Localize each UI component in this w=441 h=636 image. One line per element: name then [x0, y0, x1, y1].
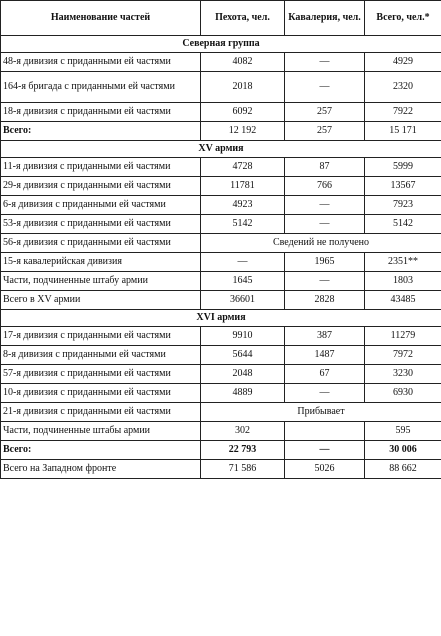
unit-name-cell: Всего:: [1, 441, 201, 460]
table-row: [1, 72, 441, 103]
total-cell: 88 662: [365, 460, 441, 479]
total-cell: 4929: [365, 53, 441, 72]
table-row: [1, 158, 441, 177]
unit-name-cell: 21-я дивизия с приданными ей частями: [1, 403, 201, 422]
unit-name-cell: 17-я дивизия с приданными ей частями: [1, 327, 201, 346]
unit-name-cell: Части, подчиненные штабы армии: [1, 422, 201, 441]
table-row: [1, 196, 441, 215]
cavalry-cell: —: [285, 384, 365, 403]
unit-name-cell: 8-я дивизия с приданными ей частями: [1, 346, 201, 365]
table-body: [1, 36, 441, 479]
total-cell: 2351**: [365, 253, 441, 272]
group-title: XVI армия: [1, 310, 441, 327]
cavalry-cell: 1965: [285, 253, 365, 272]
unit-name-cell: Всего в XV армии: [1, 291, 201, 310]
total-cell: 7922: [365, 103, 441, 122]
infantry-cell: 71 586: [201, 460, 285, 479]
infantry-cell: 22 793: [201, 441, 285, 460]
unit-name-cell: 57-я дивизия с приданными ей частями: [1, 365, 201, 384]
header-cavalry: Кавалерия, чел.: [285, 1, 365, 36]
infantry-cell: 6092: [201, 103, 285, 122]
infantry-cell: 36601: [201, 291, 285, 310]
cavalry-cell: [285, 422, 365, 441]
total-cell: 43485: [365, 291, 441, 310]
cavalry-cell: —: [285, 441, 365, 460]
total-cell: 5142: [365, 215, 441, 234]
table-row: [1, 272, 441, 291]
cavalry-cell: 257: [285, 103, 365, 122]
cavalry-cell: 257: [285, 122, 365, 141]
table-row: [1, 327, 441, 346]
table-row: [1, 103, 441, 122]
cavalry-cell: 387: [285, 327, 365, 346]
header-name: Наименование частей: [1, 1, 201, 36]
table-row: [1, 384, 441, 403]
table-row: [1, 441, 441, 460]
infantry-cell: 5644: [201, 346, 285, 365]
group-title: Северная группа: [1, 36, 441, 53]
cavalry-cell: 5026: [285, 460, 365, 479]
table-row: [1, 346, 441, 365]
total-cell: 7923: [365, 196, 441, 215]
infantry-cell: 4082: [201, 53, 285, 72]
table-row: [1, 234, 441, 253]
group-header-row: [1, 141, 441, 158]
total-cell: 6930: [365, 384, 441, 403]
cavalry-cell: —: [285, 196, 365, 215]
total-cell: 2320: [365, 72, 441, 103]
cavalry-cell: 87: [285, 158, 365, 177]
unit-name-cell: 53-я дивизия с приданными ей частями: [1, 215, 201, 234]
total-cell: 7972: [365, 346, 441, 365]
table-row: [1, 53, 441, 72]
infantry-cell: 1645: [201, 272, 285, 291]
unit-name-cell: 56-я дивизия с приданными ей частями: [1, 234, 201, 253]
unit-name-cell: 164-я бригада с приданными ей частями: [1, 72, 201, 103]
table-row: [1, 403, 441, 422]
total-cell: 5999: [365, 158, 441, 177]
infantry-cell: 4889: [201, 384, 285, 403]
group-title: XV армия: [1, 141, 441, 158]
cavalry-cell: —: [285, 72, 365, 103]
header-row: [1, 1, 441, 36]
unit-name-cell: 10-я дивизия с приданными ей частями: [1, 384, 201, 403]
group-header-row: [1, 36, 441, 53]
cavalry-cell: —: [285, 272, 365, 291]
unit-name-cell: 29-я дивизия с приданными ей частями: [1, 177, 201, 196]
header-infantry: Пехота, чел.: [201, 1, 285, 36]
infantry-cell: 12 192: [201, 122, 285, 141]
unit-name-cell: 11-я дивизия с приданными ей частями: [1, 158, 201, 177]
infantry-cell: 2018: [201, 72, 285, 103]
group-header-row: [1, 310, 441, 327]
infantry-cell: 302: [201, 422, 285, 441]
unit-name-cell: 18-я дивизия с приданными ей частями: [1, 103, 201, 122]
merged-note-cell: Сведений не получено: [201, 234, 441, 253]
infantry-cell: 2048: [201, 365, 285, 384]
table-row: [1, 122, 441, 141]
total-cell: 3230: [365, 365, 441, 384]
total-cell: 11279: [365, 327, 441, 346]
total-cell: 595: [365, 422, 441, 441]
unit-name-cell: Части, подчиненные штабу армии: [1, 272, 201, 291]
total-cell: 13567: [365, 177, 441, 196]
table-row: [1, 291, 441, 310]
unit-name-cell: 15-я кавалерийская дивизия: [1, 253, 201, 272]
table-row: [1, 460, 441, 479]
unit-name-cell: Всего на Западном фронте: [1, 460, 201, 479]
table-row: [1, 365, 441, 384]
infantry-cell: —: [201, 253, 285, 272]
table-row: [1, 177, 441, 196]
cavalry-cell: 766: [285, 177, 365, 196]
header-total: Всего, чел.*: [365, 1, 441, 36]
unit-name-cell: 6-я дивизия с приданными ей частями: [1, 196, 201, 215]
infantry-cell: 9910: [201, 327, 285, 346]
unit-name-cell: Всего:: [1, 122, 201, 141]
table-row: [1, 422, 441, 441]
unit-name-cell: 48-я дивизия с приданными ей частями: [1, 53, 201, 72]
cavalry-cell: 67: [285, 365, 365, 384]
infantry-cell: 4923: [201, 196, 285, 215]
infantry-cell: 5142: [201, 215, 285, 234]
cavalry-cell: —: [285, 215, 365, 234]
infantry-cell: 4728: [201, 158, 285, 177]
table-row: [1, 253, 441, 272]
total-cell: 30 006: [365, 441, 441, 460]
total-cell: 1803: [365, 272, 441, 291]
total-cell: 15 171: [365, 122, 441, 141]
merged-note-cell: Прибывает: [201, 403, 441, 422]
infantry-cell: 11781: [201, 177, 285, 196]
cavalry-cell: —: [285, 53, 365, 72]
cavalry-cell: 1487: [285, 346, 365, 365]
cavalry-cell: 2828: [285, 291, 365, 310]
table-row: [1, 215, 441, 234]
